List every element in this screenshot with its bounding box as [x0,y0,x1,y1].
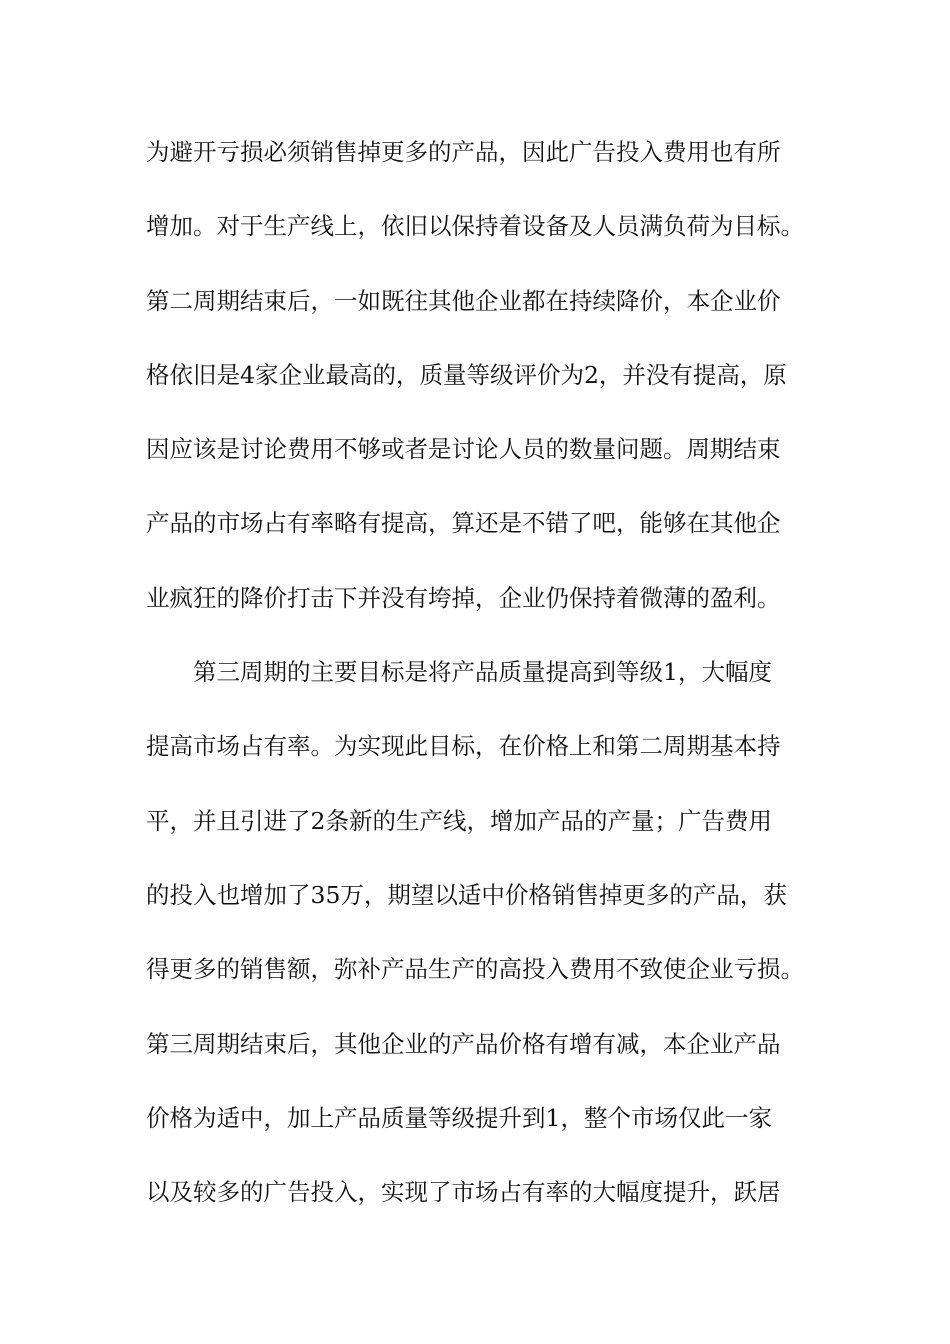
text-line: 为避开亏损必须销售掉更多的产品，因此广告投入费用也有所 [146,138,781,166]
text-line: 增加。对于生产线上，依旧以保持着设备及人员满负荷为目标。 [146,212,804,241]
text-line: 业疯狂的降价打击下并没有垮掉，企业仍保持着微薄的盈利。 [146,583,781,612]
text-line: 的投入也增加了35万，期望以适中价格销售掉更多的产品，获 [146,880,787,909]
text-line: 价格为适中，加上产品质量等级提升到1，整个市场仅此一家 [146,1103,772,1132]
text-line: 以及较多的广告投入，实现了市场占有率的大幅度提升，跃居 [146,1178,781,1207]
text-line: 提高市场占有率。为实现此目标，在价格上和第二周期基本持 [146,732,781,761]
text-line: 得更多的销售额，弥补产品生产的高投入费用不致使企业亏损。 [146,955,804,984]
body-text [146,130,826,1244]
text-line: 因应该是讨论费用不够或者是讨论人员的数量问题。周期结束 [146,435,781,464]
text-line: 第二周期结束后，一如既往其他企业都在持续降价，本企业价 [146,286,781,315]
text-line: 第三周期结束后，其他企业的产品价格有增有减，本企业产品 [146,1029,781,1058]
text-line: 格依旧是4家企业最高的，质量等级评价为2，并没有提高，原 [146,360,787,389]
paragraph-start-line: 第三周期的主要目标是将产品质量提高到等级1，大幅度 [193,658,772,687]
text-line: 平，并且引进了2条新的生产线，增加产品的产量；广告费用 [146,806,772,835]
text-line: 产品的市场占有率略有提高，算还是不错了吧，能够在其他企 [146,509,781,538]
